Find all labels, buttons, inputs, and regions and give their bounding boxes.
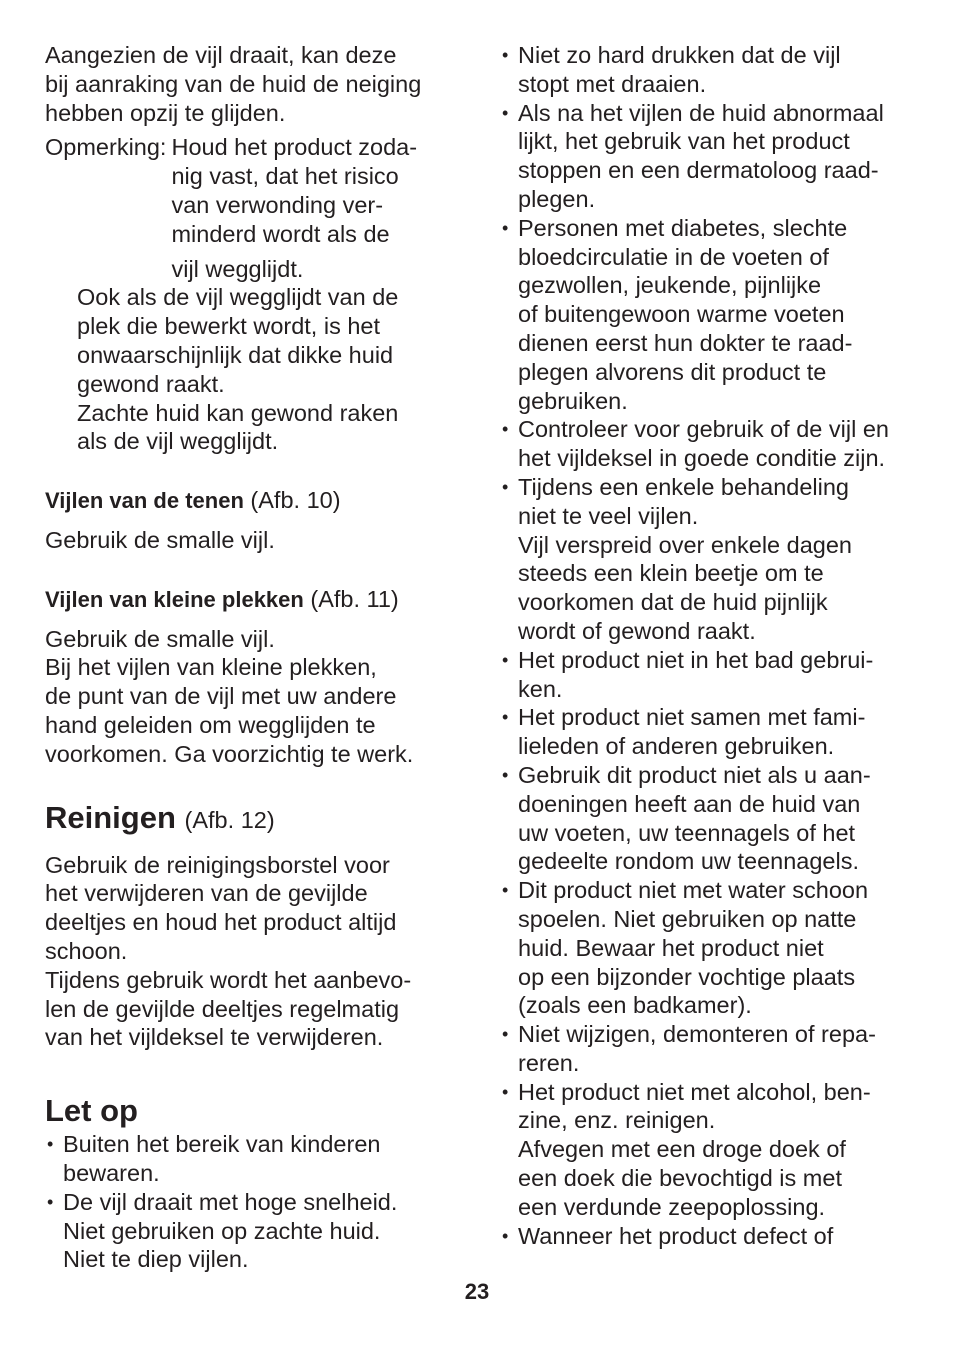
note-continuation: Ook als de vijl wegglijdt van de plek die bewerkt wordt, is het onwaarschijnlijk dat dikke huid gewond raakt. Zachte huid kan gewond raken als de vijl wegglijdt. <box>77 284 399 455</box>
small-areas-ref: (Afb. 11) <box>310 585 399 612</box>
small-areas-heading <box>45 585 465 615</box>
list-item: • Gebruik dit product niet als u aan- doeningen heeft aan de huid van uw voeten, uw teennagels of het gedeelte rondom uw teennagels. <box>500 761 920 876</box>
toes-heading <box>45 486 465 516</box>
list-item: • Wanneer het product defect of <box>500 1222 920 1251</box>
intro-paragraph: Aangezien de vijl draait, kan deze bij aanraking van de huid de neiging hebben opzij te glijden. <box>45 42 422 126</box>
small-areas-text: Gebruik de smalle vijl. Bij het vijlen van kleine plekken, de punt van de vijl met uw andere hand geleiden om wegglijden te voorkomen. Ga voorzichtig te werk. <box>45 625 414 767</box>
list-item: • Niet wijzigen, demonteren of repa- reren. <box>500 1020 920 1078</box>
list-item: • De vijl draait met hoge snelheid. Niet gebruiken op zachte huid. Niet te diep vijlen. <box>45 1188 465 1274</box>
toes-title: Vijlen van de tenen <box>45 488 244 514</box>
note-body-text: Houd het product zoda- nig vast, dat het risico van verwonding ver- minderd wordt als de <box>171 134 418 247</box>
list-item: • Personen met diabetes, slechte bloedcirculatie in de voeten of gezwollen, jeukende, pijnlijke of buitengewoon warme voeten dienen eerst hun dokter te raad- plegen alvorens dit product te gebruiken. <box>500 214 920 416</box>
list-item: • Controleer voor gebruik of de vijl en het vijldeksel in goede conditie zijn. <box>500 415 920 473</box>
note-label: Opmerking: <box>45 134 167 161</box>
toes-ref: (Afb. 10) <box>250 487 341 514</box>
list-item: • Als na het vijlen de huid abnormaal lijkt, het gebruik van het product stoppen en een dermatoloog raad- plegen. <box>500 99 920 214</box>
list-item: • Buiten het bereik van kinderen bewaren. <box>45 1130 465 1188</box>
list-item: • Tijdens een enkele behandeling niet te veel vijlen. Vijl verspreid over enkele dagen steeds een klein beetje om te voorkomen dat de huid pijnlijk wordt of gewond raakt. <box>500 473 920 646</box>
cleaning-title: Reinigen <box>45 799 176 835</box>
page-number: 23 <box>464 1279 490 1304</box>
left-column <box>45 41 465 1274</box>
caution-heading: Let op <box>45 1093 138 1129</box>
list-item: • Het product niet in het bad gebrui- ken. <box>500 646 920 704</box>
list-item: • Het product niet samen met fami- lieleden of anderen gebruiken. <box>500 703 920 761</box>
cleaning-text: Gebruik de reinigingsborstel voor het verwijderen van de gevijlde deeltjes en houd het product altijd schoon. Tijdens gebruik wordt het aanbevo- len de gevijlde deeltjes regelmatig van het vijldeksel te verwijderen. <box>45 851 412 1051</box>
caution-list <box>45 1130 465 1274</box>
precautions-list <box>500 41 920 1250</box>
right-column <box>500 41 920 1250</box>
note-body-last: vijl wegglijdt. <box>171 255 304 282</box>
list-item: • Het product niet met alcohol, ben- zine, enz. reinigen. Afvegen met een droge doek of een doek die bevochtigd is met een verdunde zeepoplossing. <box>500 1078 920 1222</box>
small-areas-title: Vijlen van kleine plekken <box>45 586 304 612</box>
toes-text: Gebruik de smalle vijl. <box>45 526 275 553</box>
list-item: • Niet zo hard drukken dat de vijl stopt met draaien. <box>500 41 920 99</box>
list-item: • Dit product niet met water schoon spoelen. Niet gebruiken op natte huid. Bewaar het product niet op een bijzonder vochtige plaats (zoals een badkamer). <box>500 876 920 1020</box>
note-block <box>45 133 465 283</box>
cleaning-heading <box>45 799 465 839</box>
note-body <box>166 133 417 283</box>
cleaning-ref: (Afb. 12) <box>184 806 275 833</box>
